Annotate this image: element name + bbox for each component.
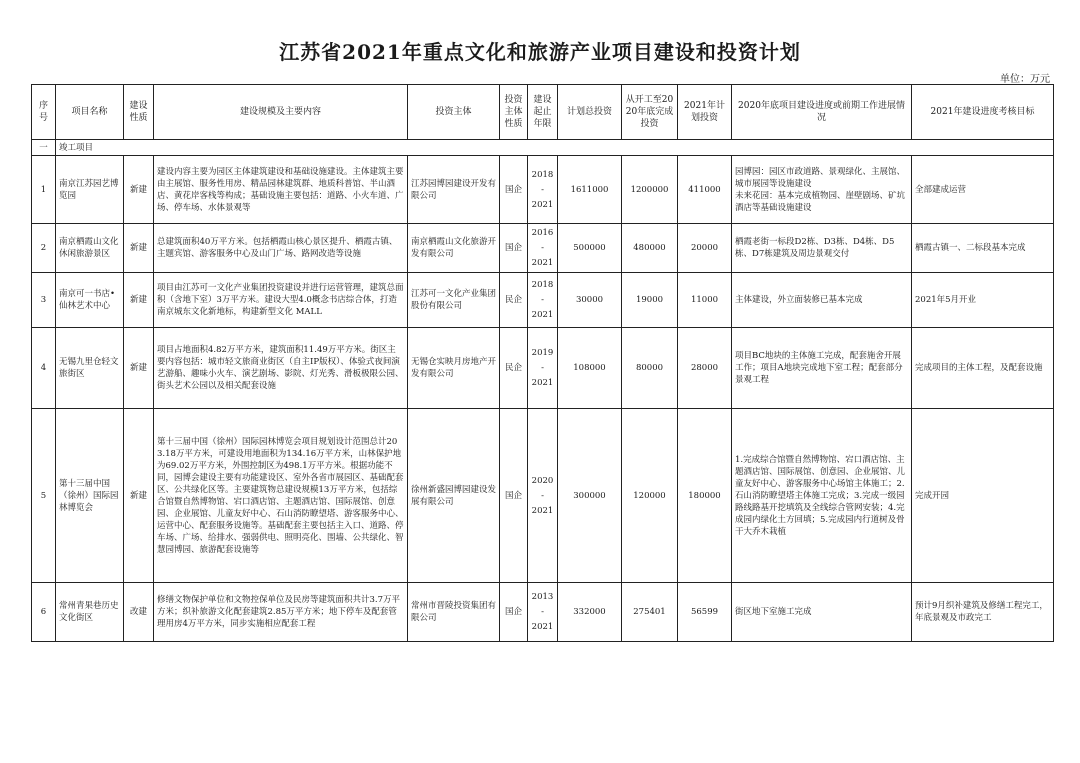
unit-label: 单位：万元 [1000,74,1050,85]
header-seq: 序号 [32,85,56,140]
row-investor-type: 国企 [500,224,528,273]
row-year-end: 2021 [531,258,554,268]
row-plan-2021: 411000 [678,156,732,224]
row-project-name: 南京栖霞山文化休闲旅游景区 [56,224,124,273]
row-investor-type: 民企 [500,273,528,328]
table-row [32,409,1054,583]
table-row [32,224,1054,273]
row-nature: 新建 [124,328,154,409]
row-nature: 新建 [124,156,154,224]
row-completed: 120000 [622,409,678,583]
row-investor: 江苏可一文化产业集团股份有限公司 [408,273,500,328]
row-progress-2020: 园博园：园区市政道路、景观绿化、主展馆、城市展园等设施建设 未来花园：基本完成植物园、崖壁剧场、矿坑酒店等基础设施建设 [732,156,912,224]
row-total: 30000 [558,273,622,328]
row-seq: 2 [32,224,56,273]
row-nature: 改建 [124,583,154,642]
row-year-end: 2021 [531,622,554,632]
row-scale: 修缮文物保护单位和文物控保单位及民房等建筑面积共计3.7万平方米；织补旅游文化配套建筑2.85万平方米；地下停车及配套管理用房4万平方米，同步实施相应配套工程 [154,583,408,642]
row-progress-2020: 栖霞老街一标段D2栋、D3栋、D4栋、D5栋、D7栋建筑及周边景观交付 [732,224,912,273]
row-target-2021: 2021年5月开业 [912,273,1054,328]
row-project-name: 南京江苏园艺博览园 [56,156,124,224]
row-target-2021: 全部建成运营 [912,156,1054,224]
row-year-start: 2016 [531,228,554,238]
row-period [528,273,558,328]
row-seq: 6 [32,583,56,642]
row-year-end: 2021 [531,378,554,388]
section-row [32,140,1054,156]
row-year-end: 2021 [531,310,554,320]
row-investor-type: 民企 [500,328,528,409]
header-investor: 投资主体 [408,85,500,140]
row-total: 108000 [558,328,622,409]
row-period [528,583,558,642]
row-total: 332000 [558,583,622,642]
row-period [528,328,558,409]
header-target-2021: 2021年建设进度考核目标 [912,85,1054,140]
row-year-sep: - [541,184,544,195]
row-scale: 第十三届中国（徐州）国际园林博览会项目规划设计范围总计203.18万平方米，可建设用地面积为134.16万平方米，山林保护地为69.02万平方米，外围控制区为498.1万平方米。根据功能不同，园博会建设主要有功能建设区、室外各省市展园区、基础配套区、公共绿化区等。主要建筑物总建设规模13万平方米，包括综合馆暨自然博物馆、宕口酒店馆、主题酒店馆、国际展馆、创意园、企业展馆、儿童友好中心、石山消防瞭望塔、游客服务中心、运营中心、配套服务设施等。基础配套主要包括主入口、道路、停车场、广场、给排水、强弱供电、照明亮化、围墙、公共绿化、智慧园博园、旅游配套设施等 [154,409,408,583]
row-investor: 无锡仓实映月房地产开发有限公司 [408,328,500,409]
row-investor: 徐州新盛园博园建设发展有限公司 [408,409,500,583]
row-investor-type: 国企 [500,583,528,642]
row-completed: 275401 [622,583,678,642]
table-row [32,156,1054,224]
table-row [32,273,1054,328]
row-nature: 新建 [124,224,154,273]
row-period [528,409,558,583]
row-investor-type: 国企 [500,409,528,583]
row-nature: 新建 [124,273,154,328]
row-project-name: 无锡九里仓轻文旅街区 [56,328,124,409]
row-total: 1611000 [558,156,622,224]
header-total: 计划总投资 [558,85,622,140]
header-period: 建设起止年限 [528,85,558,140]
row-period [528,156,558,224]
row-year-start: 2020 [531,475,554,486]
row-seq: 4 [32,328,56,409]
table-row [32,583,1054,642]
row-year-sep: - [541,490,544,501]
header-row [32,85,1054,140]
row-scale: 项目由江苏可一文化产业集团投资建设并进行运营管理，建筑总面积（含地下室）3万平方米。建设大型4.0概念书店综合体，打造南京城东文化新地标，构建新型文化 MALL [154,273,408,328]
row-nature: 新建 [124,409,154,583]
row-total: 300000 [558,409,622,583]
header-completed: 从开工至2020年底完成投资 [622,85,678,140]
row-period [528,224,558,273]
row-plan-2021: 20000 [678,224,732,273]
row-target-2021: 完成项目的主体工程，及配套设施 [912,328,1054,409]
row-target-2021: 栖霞古镇一、二标段基本完成 [912,224,1054,273]
page-title: 江苏省2021年重点文化和旅游产业项目建设和投资计划 [279,40,801,64]
row-completed: 80000 [622,328,678,409]
row-project-name: 南京可一书店•仙林艺术中心 [56,273,124,328]
row-plan-2021: 180000 [678,409,732,583]
row-plan-2021: 56599 [678,583,732,642]
header-nature: 建设性质 [124,85,154,140]
header-name: 项目名称 [56,85,124,140]
row-completed: 19000 [622,273,678,328]
project-table [31,84,1054,642]
row-target-2021: 预计9月织补建筑及修缮工程完工，年底景观及市政完工 [912,583,1054,642]
row-year-sep: - [541,363,544,373]
row-investor: 江苏园博园建设开发有限公司 [408,156,500,224]
row-plan-2021: 11000 [678,273,732,328]
row-investor-type: 国企 [500,156,528,224]
row-target-2021: 完成开园 [912,409,1054,583]
row-completed: 1200000 [622,156,678,224]
row-completed: 480000 [622,224,678,273]
row-progress-2020: 项目BC地块的主体施工完成，配套施舍开展工作；项目A地块完成地下室工程；配套部分景观工程 [732,328,912,409]
row-scale: 建设内容主要为园区主体建筑建设和基础设施建设。主体建筑主要由主展馆、服务性用房、精品园林建筑群、地质科普馆、半山酒店、黄花岸客栈等构成；基础设施主要包括：道路、小火车道、广场、停车场、水体景观等 [154,156,408,224]
row-project-name: 常州青果巷历史文化街区 [56,583,124,642]
row-project-name: 第十三届中国（徐州）国际园林博览会 [56,409,124,583]
header-progress-2020: 2020年底项目建设进度或前期工作进展情况 [732,85,912,140]
row-year-end: 2021 [531,199,554,210]
section-label: 竣工项目 [56,140,1054,156]
row-scale: 总建筑面积40万平方米。包括栖霞山核心景区提升、栖霞古镇、主题宾馆、游客服务中心及山门广场、路网改造等设施 [154,224,408,273]
row-seq: 1 [32,156,56,224]
row-year-start: 2019 [531,348,554,358]
row-progress-2020: 1.完成综合馆暨自然博物馆、宕口酒店馆、主题酒店馆、国际展馆、创意园、企业展馆、儿童友好中心、游客服务中心场馆主体施工；2.石山消防瞭望塔主体施工完成；3.完成一级园路线路基开挖填筑及全线综合管网安装；4.完成园内绿化土方回填；5.完成园内行道树及骨干大乔木栽植 [732,409,912,583]
row-total: 500000 [558,224,622,273]
row-progress-2020: 街区地下室施工完成 [732,583,912,642]
row-year-sep: - [541,607,544,617]
row-year-sep: - [541,243,544,253]
row-scale: 项目占地面积4.82万平方米，建筑面积11.49万平方米。街区主要内容包括：城市轻文旅商业街区（自主IP版权）、体验式夜间演艺游船、趣味小火车、演艺剧场、影院、灯光秀、滑板极限公园、街头艺术公园以及相关配套设施 [154,328,408,409]
row-seq: 3 [32,273,56,328]
table-row [32,328,1054,409]
row-year-start: 2013 [531,592,554,602]
row-year-end: 2021 [531,505,554,516]
row-plan-2021: 28000 [678,328,732,409]
row-progress-2020: 主体建设，外立面装修已基本完成 [732,273,912,328]
header-investor-type: 投资主体性质 [500,85,528,140]
row-investor: 常州市晋陵投资集团有限公司 [408,583,500,642]
row-year-start: 2018 [531,280,554,290]
row-seq: 5 [32,409,56,583]
row-year-sep: - [541,295,544,305]
row-year-start: 2018 [531,169,554,180]
section-number: 一 [32,140,56,156]
row-investor: 南京栖霞山文化旅游开发有限公司 [408,224,500,273]
header-scale: 建设规模及主要内容 [154,85,408,140]
header-plan-2021: 2021年计划投资 [678,85,732,140]
